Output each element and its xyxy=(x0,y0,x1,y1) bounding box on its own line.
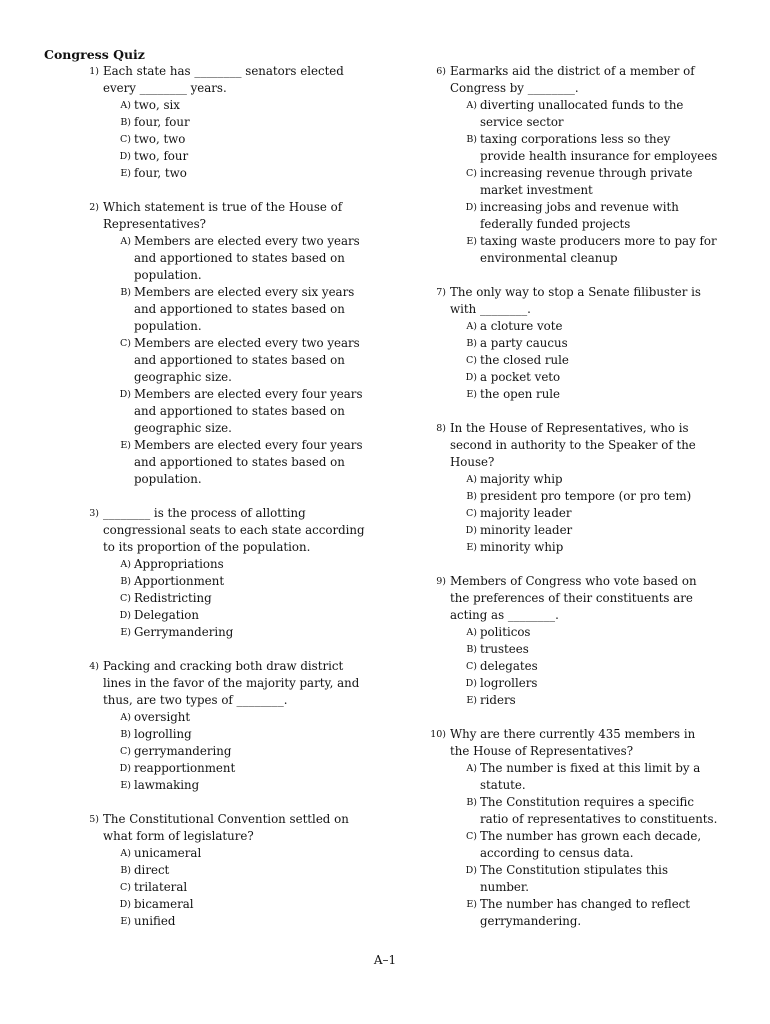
question-number: 2) xyxy=(89,202,99,213)
answer-option xyxy=(461,352,718,369)
question-text: ________ is the process of allotting congressional seats to each state according to its proportion of the population. xyxy=(103,506,365,554)
option-text: two, six xyxy=(134,98,180,112)
option-text: unified xyxy=(134,914,176,928)
answer-option xyxy=(115,709,367,726)
answer-option xyxy=(461,199,718,233)
option-text: increasing revenue through private market investment xyxy=(480,166,693,197)
option-text: four, four xyxy=(134,115,190,129)
option-text: two, four xyxy=(134,149,189,163)
option-letter: E) xyxy=(466,899,477,910)
option-letter: A) xyxy=(120,712,131,723)
option-text: the open rule xyxy=(480,387,561,401)
option-text: a party caucus xyxy=(480,336,568,350)
option-text: a cloture vote xyxy=(480,319,563,333)
question-number: 7) xyxy=(436,287,446,298)
answer-option xyxy=(461,233,718,267)
option-text: Members are elected every four years and apportioned to states based on geographic size. xyxy=(134,387,363,435)
option-text: The number has changed to reflect gerrymandering. xyxy=(480,897,691,928)
answer-option xyxy=(115,335,367,386)
answer-option xyxy=(461,369,718,386)
answer-option xyxy=(461,658,718,675)
question-4 xyxy=(82,658,367,794)
question-stem xyxy=(82,811,367,845)
option-text: Members are elected every two years and apportioned to states based on geographic size. xyxy=(134,336,360,384)
right-column xyxy=(428,63,718,947)
option-letter: A) xyxy=(120,100,131,111)
option-text: taxing waste producers more to pay for environmental cleanup xyxy=(480,234,717,265)
answer-options xyxy=(115,556,367,641)
option-letter: D) xyxy=(465,865,477,876)
option-letter: E) xyxy=(466,542,477,553)
answer-option xyxy=(115,114,367,131)
option-letter: C) xyxy=(120,134,131,145)
question-9 xyxy=(428,573,718,709)
answer-option xyxy=(115,131,367,148)
answer-option xyxy=(115,437,367,488)
question-1 xyxy=(82,63,367,182)
option-text: The Constitution requires a specific ratio of representatives to constituents. xyxy=(480,795,718,826)
answer-option xyxy=(115,607,367,624)
question-number: 3) xyxy=(89,508,99,519)
option-text: minority leader xyxy=(480,523,573,537)
answer-option xyxy=(461,471,718,488)
page-footer: A–1 xyxy=(373,953,397,967)
option-letter: B) xyxy=(120,287,131,298)
option-letter: A) xyxy=(120,848,131,859)
option-letter: B) xyxy=(466,491,477,502)
option-letter: D) xyxy=(119,389,131,400)
option-text: trilateral xyxy=(134,880,188,894)
answer-option xyxy=(461,692,718,709)
answer-option xyxy=(115,573,367,590)
option-text: a pocket veto xyxy=(480,370,561,384)
answer-option xyxy=(115,743,367,760)
question-number: 6) xyxy=(436,66,446,77)
answer-option xyxy=(461,641,718,658)
option-text: majority leader xyxy=(480,506,572,520)
answer-option xyxy=(461,488,718,505)
option-text: two, two xyxy=(134,132,186,146)
question-stem xyxy=(428,63,718,97)
question-text: Which statement is true of the House of Representatives? xyxy=(103,200,343,231)
option-letter: C) xyxy=(466,168,477,179)
question-text: Why are there currently 435 members in the House of Representatives? xyxy=(450,727,696,758)
answer-options xyxy=(461,624,718,709)
option-text: president pro tempore (or pro tem) xyxy=(480,489,692,503)
answer-option xyxy=(115,760,367,777)
option-text: Appropriations xyxy=(134,557,224,571)
option-text: Members are elected every two years and apportioned to states based on population. xyxy=(134,234,360,282)
question-number: 10) xyxy=(430,729,446,740)
option-letter: B) xyxy=(466,797,477,808)
question-number: 8) xyxy=(436,423,446,434)
question-stem xyxy=(82,199,367,233)
option-letter: D) xyxy=(465,525,477,536)
answer-option xyxy=(115,879,367,896)
answer-option xyxy=(115,845,367,862)
answer-option xyxy=(115,284,367,335)
question-text: The only way to stop a Senate filibuster is with ________. xyxy=(450,285,701,316)
question-number: 1) xyxy=(89,66,99,77)
option-letter: B) xyxy=(120,576,131,587)
answer-option xyxy=(461,862,718,896)
answer-option xyxy=(461,165,718,199)
question-stem xyxy=(428,726,718,760)
answer-options xyxy=(461,760,718,930)
option-text: majority whip xyxy=(480,472,563,486)
option-letter: C) xyxy=(120,593,131,604)
option-letter: A) xyxy=(466,100,477,111)
option-text: logrollers xyxy=(480,676,538,690)
answer-options xyxy=(461,471,718,556)
question-8 xyxy=(428,420,718,556)
option-letter: D) xyxy=(465,678,477,689)
option-text: lawmaking xyxy=(134,778,200,792)
question-stem xyxy=(82,505,367,556)
answer-options xyxy=(115,233,367,488)
answer-option xyxy=(461,675,718,692)
option-text: Redistricting xyxy=(134,591,212,605)
answer-options xyxy=(115,97,367,182)
option-text: Members are elected every four years and apportioned to states based on population. xyxy=(134,438,363,486)
option-text: the closed rule xyxy=(480,353,569,367)
page-title: Congress Quiz xyxy=(44,47,145,62)
answer-option xyxy=(461,760,718,794)
option-text: trustees xyxy=(480,642,529,656)
question-text: Earmarks aid the district of a member of Congress by ________. xyxy=(450,64,695,95)
option-text: direct xyxy=(134,863,170,877)
answer-options xyxy=(461,97,718,267)
answer-option xyxy=(115,233,367,284)
question-6 xyxy=(428,63,718,267)
option-letter: D) xyxy=(119,610,131,621)
option-letter: D) xyxy=(119,151,131,162)
answer-option xyxy=(461,522,718,539)
option-text: taxing corporations less so they provide health insurance for employees xyxy=(480,132,718,163)
answer-options xyxy=(461,318,718,403)
question-stem xyxy=(428,284,718,318)
option-letter: D) xyxy=(465,202,477,213)
option-text: oversight xyxy=(134,710,191,724)
answer-options xyxy=(115,845,367,930)
question-stem xyxy=(82,63,367,97)
option-text: Delegation xyxy=(134,608,199,622)
answer-option xyxy=(461,386,718,403)
question-3 xyxy=(82,505,367,641)
answer-option xyxy=(461,794,718,828)
answer-option xyxy=(461,505,718,522)
option-letter: B) xyxy=(466,338,477,349)
option-text: unicameral xyxy=(134,846,202,860)
option-letter: B) xyxy=(466,644,477,655)
answer-option xyxy=(461,828,718,862)
option-text: logrolling xyxy=(134,727,192,741)
answer-option xyxy=(115,148,367,165)
question-number: 9) xyxy=(436,576,446,587)
question-number: 4) xyxy=(89,661,99,672)
option-letter: A) xyxy=(466,474,477,485)
answer-option xyxy=(461,624,718,641)
option-letter: A) xyxy=(466,627,477,638)
option-letter: E) xyxy=(120,168,131,179)
answer-option xyxy=(115,624,367,641)
answer-option xyxy=(461,335,718,352)
option-text: Gerrymandering xyxy=(134,625,234,639)
answer-option xyxy=(115,726,367,743)
option-letter: E) xyxy=(120,440,131,451)
question-10 xyxy=(428,726,718,930)
option-text: politicos xyxy=(480,625,531,639)
option-text: The number is fixed at this limit by a statute. xyxy=(480,761,701,792)
option-letter: C) xyxy=(466,831,477,842)
question-text: Packing and cracking both draw district lines in the favor of the majority party, and thus, are two types of ________. xyxy=(103,659,360,707)
option-letter: C) xyxy=(120,338,131,349)
option-text: Members are elected every six years and apportioned to states based on population. xyxy=(134,285,355,333)
answer-option xyxy=(115,556,367,573)
option-letter: A) xyxy=(466,321,477,332)
question-number: 5) xyxy=(89,814,99,825)
option-letter: C) xyxy=(120,882,131,893)
question-stem xyxy=(428,573,718,624)
option-text: Apportionment xyxy=(134,574,225,588)
answer-option xyxy=(461,131,718,165)
option-text: bicameral xyxy=(134,897,194,911)
option-text: four, two xyxy=(134,166,187,180)
option-letter: E) xyxy=(120,627,131,638)
answer-option xyxy=(115,896,367,913)
answer-option xyxy=(461,318,718,335)
answer-option xyxy=(461,896,718,930)
option-letter: C) xyxy=(120,746,131,757)
option-letter: A) xyxy=(120,559,131,570)
option-letter: B) xyxy=(120,117,131,128)
question-text: The Constitutional Convention settled on what form of legislature? xyxy=(103,812,349,843)
answer-option xyxy=(115,913,367,930)
option-letter: E) xyxy=(466,236,477,247)
option-text: The Constitution stipulates this number. xyxy=(480,863,669,894)
question-text: Members of Congress who vote based on the preferences of their constituents are acting as ________. xyxy=(450,574,697,622)
question-stem xyxy=(428,420,718,471)
answer-option xyxy=(115,862,367,879)
option-letter: A) xyxy=(120,236,131,247)
option-letter: E) xyxy=(120,780,131,791)
question-text: In the House of Representatives, who is second in authority to the Speaker of the House? xyxy=(450,421,696,469)
answer-option xyxy=(115,777,367,794)
option-text: diverting unallocated funds to the service sector xyxy=(480,98,684,129)
question-5 xyxy=(82,811,367,930)
question-stem xyxy=(82,658,367,709)
option-letter: E) xyxy=(466,695,477,706)
option-text: The number has grown each decade, according to census data. xyxy=(480,829,702,860)
answer-option xyxy=(115,97,367,114)
answer-option xyxy=(115,165,367,182)
option-letter: B) xyxy=(466,134,477,145)
option-letter: C) xyxy=(466,508,477,519)
option-text: increasing jobs and revenue with federally funded projects xyxy=(480,200,679,231)
option-text: gerrymandering xyxy=(134,744,232,758)
option-letter: E) xyxy=(120,916,131,927)
answer-option xyxy=(461,539,718,556)
option-letter: B) xyxy=(120,865,131,876)
option-letter: B) xyxy=(120,729,131,740)
option-text: riders xyxy=(480,693,516,707)
question-7 xyxy=(428,284,718,403)
answer-option xyxy=(115,386,367,437)
answer-option xyxy=(461,97,718,131)
option-letter: C) xyxy=(466,661,477,672)
option-letter: E) xyxy=(466,389,477,400)
option-text: delegates xyxy=(480,659,538,673)
option-text: minority whip xyxy=(480,540,564,554)
option-letter: C) xyxy=(466,355,477,366)
option-text: reapportionment xyxy=(134,761,236,775)
left-column xyxy=(82,63,367,947)
answer-options xyxy=(115,709,367,794)
option-letter: A) xyxy=(466,763,477,774)
option-letter: D) xyxy=(119,763,131,774)
answer-option xyxy=(115,590,367,607)
option-letter: D) xyxy=(119,899,131,910)
option-letter: D) xyxy=(465,372,477,383)
question-2 xyxy=(82,199,367,488)
question-text: Each state has ________ senators elected every ________ years. xyxy=(103,64,344,95)
